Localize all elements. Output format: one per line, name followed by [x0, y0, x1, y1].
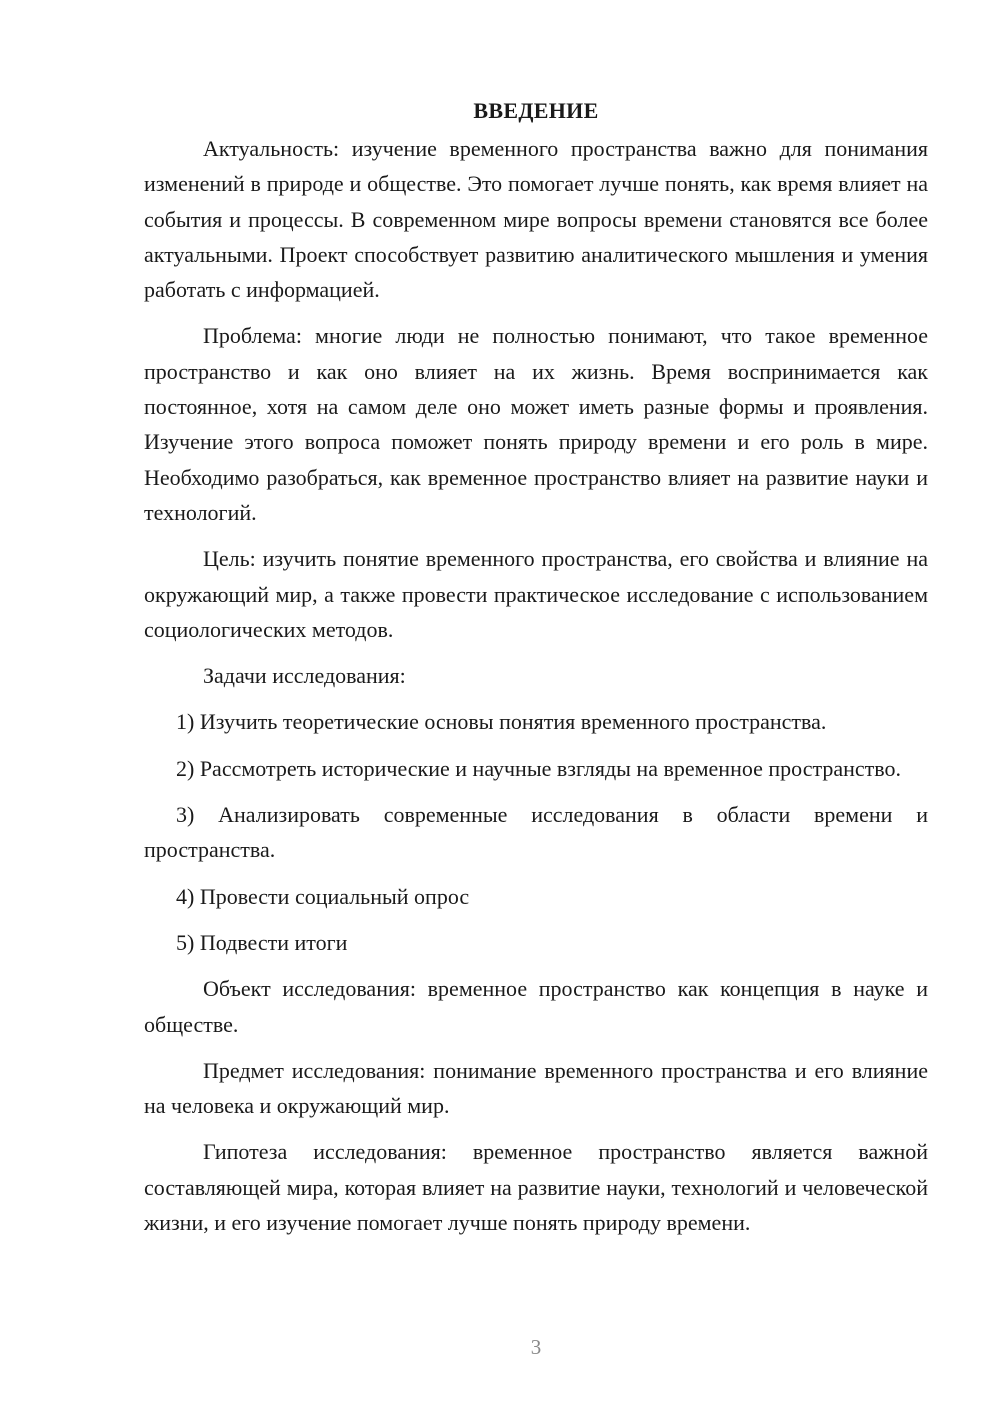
- document-page: [144, 95, 928, 1251]
- task-item: 5) Подвести итоги: [176, 929, 348, 955]
- relevance-paragraph: Актуальность: изучение временного пространства важно для понимания изменений в природе и обществе. Это помогает лучше понять, как время влияет на события и процессы. В современном мире вопросы времени становятся все более актуальными. Проект способствует развитию аналитического мышления и умения работать с информацией.: [144, 136, 928, 303]
- task-item: 3) Анализировать современные исследования в области времени и пространства.: [144, 802, 928, 863]
- task-item: 2) Рассмотреть исторические и научные взгляды на временное пространство.: [176, 755, 902, 781]
- hypothesis-paragraph: Гипотеза исследования: временное пространство является важной составляющей мира, которая влияет на развитие науки, технологий и человеческой жизни, и его изучение помогает лучше понять природу времени.: [144, 1139, 928, 1236]
- problem-paragraph: Проблема: многие люди не полностью понимают, что такое временное пространство и как оно влияет на их жизнь. Время воспринимается как постоянное, хотя на самом деле оно может иметь разные формы и проявления. Изучение этого вопроса поможет понять природу времени и его роль в мире. Необходимо разобраться, как временное пространство влияет на развитие науки и технологий.: [144, 323, 928, 525]
- page-title: ВВЕДЕНИЕ: [473, 98, 599, 123]
- task-item: 4) Провести социальный опрос: [176, 883, 470, 909]
- object-paragraph: Объект исследования: временное пространство как концепция в науке и обществе.: [144, 976, 928, 1037]
- page-number: 3: [530, 1335, 542, 1359]
- goal-paragraph: Цель: изучить понятие временного пространства, его свойства и влияние на окружающий мир, а также провести практическое исследование с использованием социологических методов.: [144, 546, 928, 642]
- task-item: 1) Изучить теоретические основы понятия временного пространства.: [176, 709, 827, 735]
- tasks-heading: Задачи исследования:: [203, 663, 406, 689]
- subject-paragraph: Предмет исследования: понимание временного пространства и его влияние на человека и окружающий мир.: [144, 1057, 928, 1119]
